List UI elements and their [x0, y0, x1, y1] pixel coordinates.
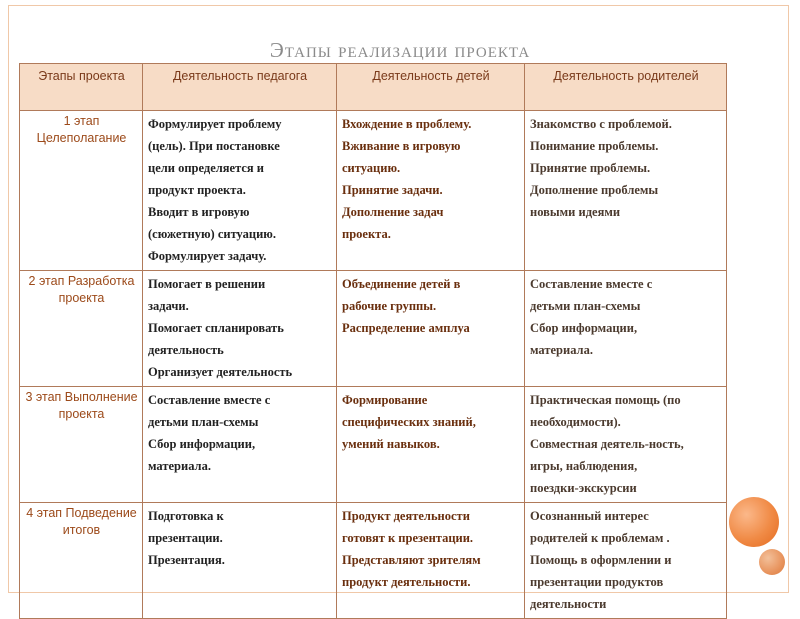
- cell-line: Организует деятельность: [148, 365, 293, 379]
- cell-line: новыми идеями: [530, 205, 621, 219]
- cell-line: готовят к презентации.: [342, 531, 474, 545]
- cell-line: Формулирует проблему: [148, 117, 282, 131]
- stage-cell: 2 этап Разработка проекта: [20, 271, 143, 387]
- cell-line: презентации.: [148, 531, 223, 545]
- cell-line: необходимости).: [530, 415, 621, 429]
- cell-line: поездки-экскурсии: [530, 481, 637, 495]
- cell-line: детьми план-схемы: [530, 299, 641, 313]
- stages-table: [19, 63, 727, 619]
- cell-line: родителей к проблемам .: [530, 531, 670, 545]
- cell-line: Вводит в игровую: [148, 205, 250, 219]
- cell-line: Распределение амплуа: [342, 321, 470, 335]
- header-parents: Деятельность родителей: [525, 64, 727, 111]
- cell-line: презентации продуктов: [530, 575, 664, 589]
- teacher-cell: [143, 111, 337, 271]
- cell-line: деятельность: [148, 343, 224, 357]
- cell-line: Подготовка к: [148, 509, 224, 523]
- cell-line: Составление вместе с: [530, 277, 653, 291]
- children-cell: [337, 503, 525, 619]
- cell-line: задачи.: [148, 299, 189, 313]
- cell-line: Объединение детей в: [342, 277, 461, 291]
- cell-line: Сбор информации,: [148, 437, 256, 451]
- cell-line: проекта.: [342, 227, 391, 241]
- teacher-cell: [143, 271, 337, 387]
- cell-line: Вхождение в проблему.: [342, 117, 472, 131]
- table-header-row: [20, 64, 727, 111]
- teacher-cell: [143, 503, 337, 619]
- cell-line: деятельности: [530, 597, 607, 611]
- cell-line: Помогает в решении: [148, 277, 266, 291]
- cell-line: Дополнение задач: [342, 205, 444, 219]
- teacher-cell: [143, 387, 337, 503]
- children-cell: [337, 387, 525, 503]
- cell-line: (цель). При постановке: [148, 139, 280, 153]
- parents-cell: [525, 503, 727, 619]
- decorative-orb-small: [759, 549, 785, 575]
- cell-line: Сбор информации,: [530, 321, 638, 335]
- children-cell: [337, 111, 525, 271]
- cell-line: умений навыков.: [342, 437, 440, 451]
- cell-line: Составление вместе с: [148, 393, 271, 407]
- cell-line: специфических знаний,: [342, 415, 476, 429]
- cell-line: материала.: [148, 459, 211, 473]
- slide-title: Этапы реализации проекта: [269, 38, 531, 62]
- table-row: [20, 111, 727, 271]
- cell-line: Знакомство с проблемой.: [530, 117, 672, 131]
- cell-line: детьми план-схемы: [148, 415, 259, 429]
- cell-line: Продукт деятельности: [342, 509, 470, 523]
- children-cell: [337, 271, 525, 387]
- cell-line: ситуацию.: [342, 161, 401, 175]
- stage-cell: 3 этап Выполнение проекта: [20, 387, 143, 503]
- stage-cell: 1 этап Целеполагание: [20, 111, 143, 271]
- header-children: Деятельность детей: [337, 64, 525, 111]
- cell-line: Совместная деятель-ность,: [530, 437, 684, 451]
- cell-line: игры, наблюдения,: [530, 459, 638, 473]
- table-row: [20, 503, 727, 619]
- cell-line: рабочие группы.: [342, 299, 437, 313]
- cell-line: цели определяется и: [148, 161, 265, 175]
- cell-line: продукт проекта.: [148, 183, 246, 197]
- cell-line: Формирование: [342, 393, 428, 407]
- header-stage: Этапы проекта: [20, 64, 143, 111]
- table-row: [20, 271, 727, 387]
- parents-cell: [525, 387, 727, 503]
- cell-line: Помощь в оформлении и: [530, 553, 672, 567]
- stage-cell: 4 этап Подведение итогов: [20, 503, 143, 619]
- parents-cell: [525, 271, 727, 387]
- cell-line: материала.: [530, 343, 593, 357]
- cell-line: Дополнение проблемы: [530, 183, 659, 197]
- cell-line: Представляют зрителям: [342, 553, 481, 567]
- parents-cell: [525, 111, 727, 271]
- cell-line: Презентация.: [148, 553, 225, 567]
- cell-line: Осознанный интерес: [530, 509, 649, 523]
- table-row: [20, 387, 727, 503]
- cell-line: Вживание в игровую: [342, 139, 461, 153]
- cell-line: Помогает спланировать: [148, 321, 284, 335]
- decorative-orb-large: [729, 497, 779, 547]
- cell-line: Понимание проблемы.: [530, 139, 659, 153]
- cell-line: Практическая помощь (по: [530, 393, 681, 407]
- cell-line: Формулирует задачу.: [148, 249, 267, 263]
- cell-line: продукт деятельности.: [342, 575, 471, 589]
- cell-line: Принятие проблемы.: [530, 161, 651, 175]
- cell-line: Принятие задачи.: [342, 183, 443, 197]
- header-teacher: Деятельность педагога: [143, 64, 337, 111]
- cell-line: (сюжетную) ситуацию.: [148, 227, 276, 241]
